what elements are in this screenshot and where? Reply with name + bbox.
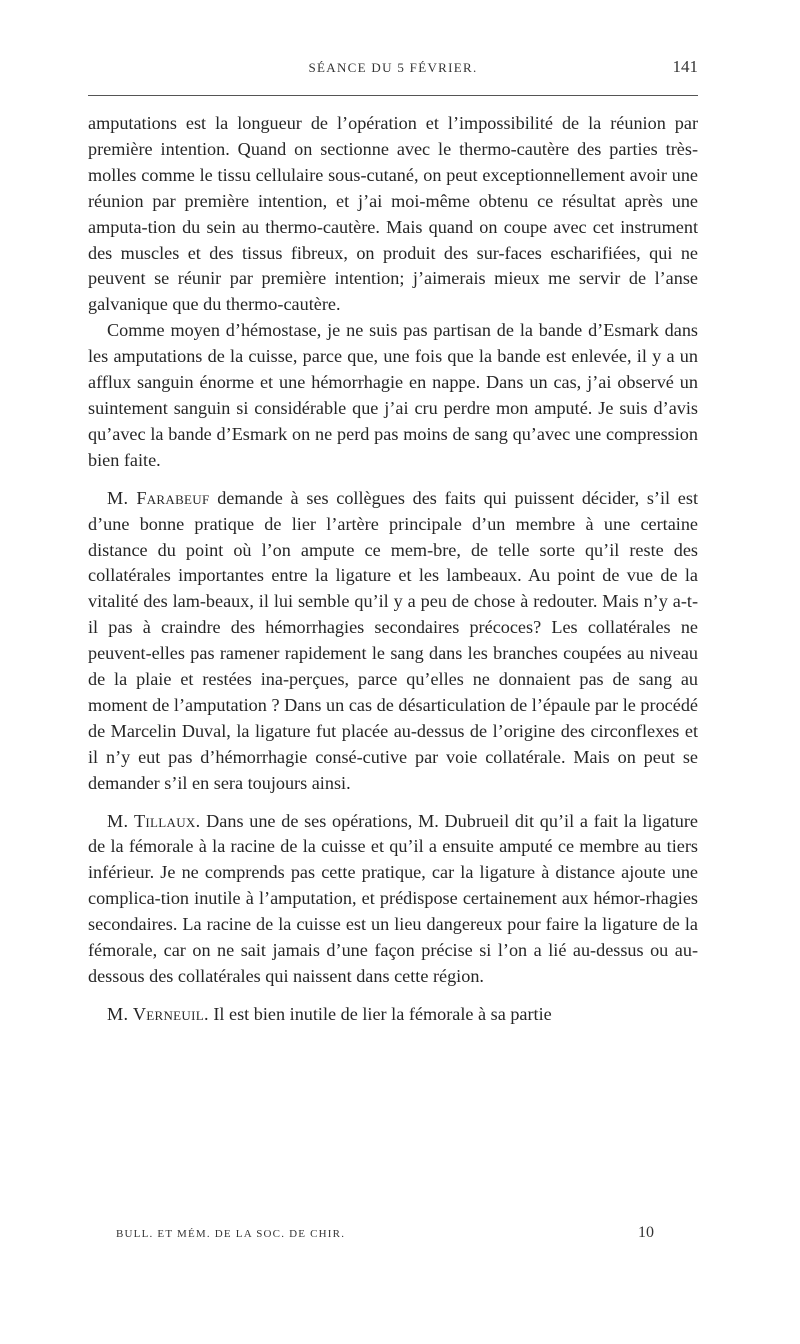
paragraph-5-text: Il est bien inutile de lier la fémorale à sa partie (208, 1003, 552, 1024)
paragraph-1: amputations est la longueur de l’opération et l’impossibilité de la réunion par première intention. Quand on sectionne avec le thermo-cautère des parties très-molles comme le tissu cellulaire sous-cutané, on peut exceptionnellement avoir une réunion par première intention, et j’ai moi-même obtenu ce résultat après une amputa-tion du sein au thermo-cautère. Mais quand on coupe avec cet instrument des muscles et des tissus fibreux, on produit des sur-faces escharifiées, qui ne peuvent se réunir par première intention; j’aimerais mieux me servir de l’anse galvanique que du thermo-cautère. (88, 113, 698, 315)
page-footer (116, 1224, 654, 1250)
page-number: 141 (672, 57, 698, 76)
speaker-name: M. Farabeuf (107, 487, 210, 508)
body-text (88, 111, 698, 1028)
header-title: SÉANCE DU 5 FÉVRIER. (308, 60, 478, 75)
paragraph-2: Comme moyen d’hémostase, je ne suis pas partisan de la bande d’Esmark dans les amputations de la cuisse, parce que, une fois que la bande est enlevée, il y a un afflux sanguin énorme et une hémorrhagie en nappe. Dans un cas, j’ai observé un suintement sanguin si considérable que j’ai cru perdre mon amputé. Je suis d’avis qu’avec la bande d’Esmark on ne perd pas moins de sang qu’avec une compression bien faite. (88, 320, 698, 470)
speaker-name: M. Verneuil. (107, 1003, 209, 1024)
journal-name: BULL. ET MÉM. DE LA SOC. DE CHIR. (116, 1228, 346, 1240)
speaker-name: M. Tillaux. (107, 810, 201, 831)
paragraph-4-text: Dans une de ses opérations, M. Dubrueil dit qu’il a fait la ligature de la fémorale à la racine de la cuisse et qu’il a ensuite amputé ce membre au tiers inférieur. Je ne comprends pas cette pratique, car la ligature à distance ajoute une complica-tion inutile à l’amputation, et prédispose certainement aux hémor-rhagies secondaires. La racine de la cuisse est un lieu dangereux pour faire la ligature de la fémorale, car on ne sait jamais d’une façon précise si l’on a lié au-dessus ou au-dessous des collatérales qui naissent dans cette région. (88, 810, 698, 986)
header-rule (88, 95, 698, 96)
signature-mark: 10 (638, 1224, 654, 1241)
paragraph-5 (88, 1002, 698, 1028)
paragraph-3 (88, 486, 698, 797)
paragraph-3-text: demande à ses collègues des faits qui puissent décider, s’il est d’une bonne pratique de lier l’artère principale d’un membre à une certaine distance du point où l’on ampute ce mem-bre, de telle sorte qu’il reste des collatérales importantes entre la ligature et les lambeaux. Au point de vue de la vitalité des lam-beaux, il lui semble qu’il y a peu de chose à redouter. Mais n’y a-t-il pas à craindre des hémorrhagies secondaires précoces? Les collatérales ne peuvent-elles pas ramener rapidement le sang dans les branches coupées au niveau de la plaie et restées ina-perçues, parce qu’elles ne donnaient pas de sang au moment de l’amputation ? Dans un cas de désarticulation de l’épaule par le procédé de Marcelin Duval, la ligature fut placée au-dessus de l’origine des circonflexes et il n’y eut pas d’hémorrhagie consé-cutive par voie collatérale. Mais on peut se demander s’il en sera toujours ainsi. (88, 487, 698, 793)
running-header (88, 57, 698, 88)
paragraph-4 (88, 809, 698, 990)
